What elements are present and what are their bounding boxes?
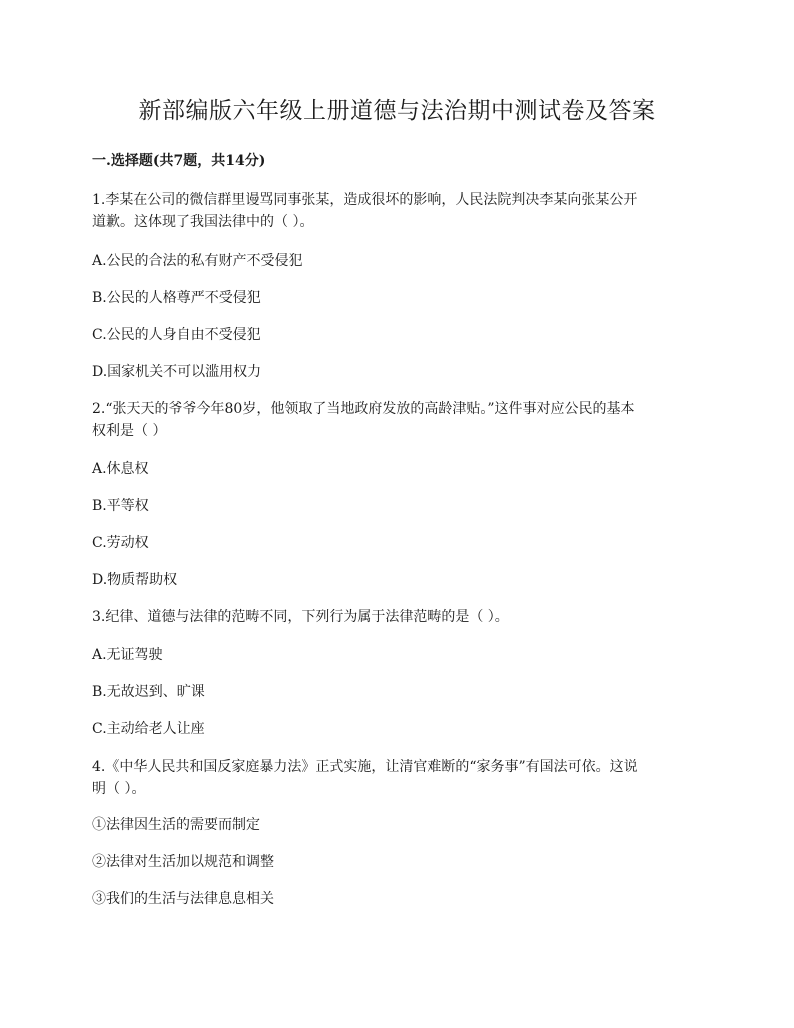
question-4-option-1: ①法律因生活的需要而制定 [92, 817, 260, 833]
question-3-option-a: A.无证驾驶 [92, 647, 163, 663]
question-1-option-d: D.国家机关不可以滥用权力 [92, 364, 262, 380]
question-3-option-c: C.主动给老人让座 [92, 721, 205, 737]
question-4-line-2: 明（ ）。 [92, 781, 146, 797]
document-title: 新部编版六年级上册道德与法治期中测试卷及答案 [138, 98, 656, 124]
question-1-option-b: B.公民的人格尊严不受侵犯 [92, 290, 261, 306]
question-3-line-1: 3.纪律、道德与法律的范畴不同，下列行为属于法律范畴的是（ ）。 [92, 609, 509, 625]
question-2-line-2: 权利是（ ） [92, 423, 167, 439]
question-2-line-1: 2.“张天天的爷爷今年80岁，他领取了当地政府发放的高龄津贴。”这件事对应公民的基本 [92, 401, 635, 417]
question-2-option-c: C.劳动权 [92, 535, 149, 551]
question-1-option-c: C.公民的人身自由不受侵犯 [92, 327, 261, 343]
question-1-option-a: A.公民的合法的私有财产不受侵犯 [92, 253, 303, 269]
question-4-option-3: ③我们的生活与法律息息相关 [92, 891, 274, 907]
question-4-option-2: ②法律对生活加以规范和调整 [92, 854, 274, 870]
question-2-option-b: B.平等权 [92, 498, 149, 514]
question-3-option-b: B.无故迟到、旷课 [92, 684, 205, 700]
question-2-option-d: D.物质帮助权 [92, 572, 178, 588]
section-heading: 一.选择题(共7题，共14分) [92, 153, 266, 169]
question-4-line-1: 4.《中华人民共和国反家庭暴力法》正式实施，让清官难断的“家务事”有国法可依。这说 [92, 759, 638, 775]
question-2-option-a: A.休息权 [92, 461, 149, 477]
question-1-line-1: 1.李某在公司的微信群里谩骂同事张某，造成很坏的影响，人民法院判决李某向张某公开 [92, 192, 638, 208]
question-1-line-2: 道歉。这体现了我国法律中的（ ）。 [92, 214, 314, 230]
